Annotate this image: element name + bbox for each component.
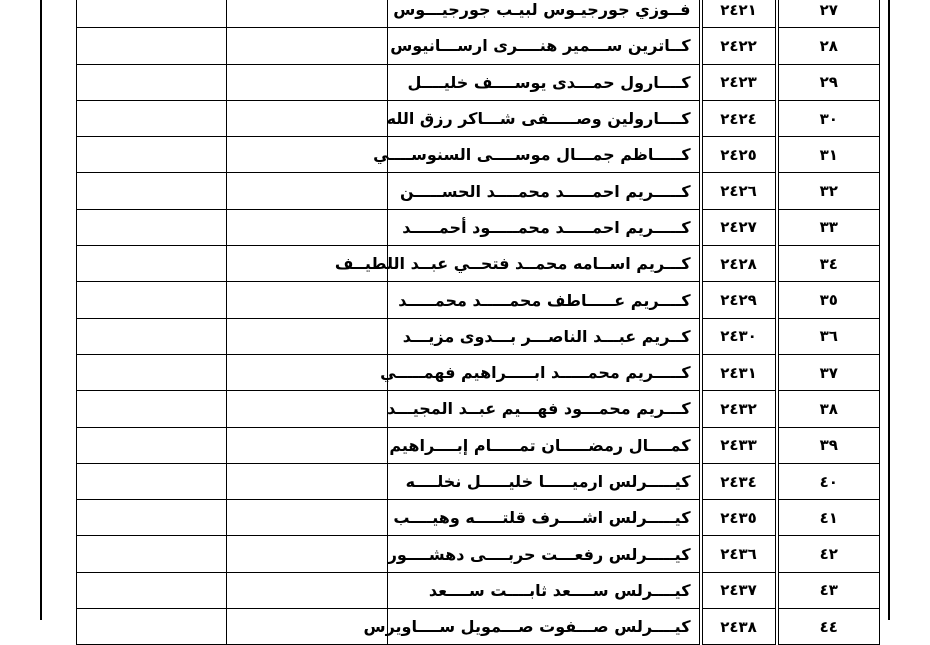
name-cell: كيـــــرلس اشــــرف قلتـــــه وهيــــب — [388, 500, 701, 536]
blank-cell — [227, 318, 388, 354]
number-cell: ٣٨ — [777, 391, 880, 427]
table-row — [77, 28, 880, 64]
blank-cell — [227, 500, 388, 536]
blank-cell — [227, 137, 388, 173]
name-cell: كمــــال رمضـــــان تمـــــام إبــــراهيم — [388, 427, 701, 463]
name-cell: كـــــاظم جمـــال موســــى السنوســــي — [388, 137, 701, 173]
roster-body — [77, 0, 880, 645]
blank-cell — [77, 354, 227, 390]
table-row — [77, 500, 880, 536]
blank-cell — [77, 427, 227, 463]
table-row — [77, 463, 880, 499]
blank-cell — [77, 391, 227, 427]
blank-cell — [77, 137, 227, 173]
code-cell: ٢٤٣١ — [701, 354, 777, 390]
number-cell: ٣٢ — [777, 173, 880, 209]
code-cell: ٢٤٣٠ — [701, 318, 777, 354]
blank-cell — [227, 209, 388, 245]
code-cell: ٢٤٣٨ — [701, 609, 777, 645]
name-cell: كــــريم عـــــاطف محمـــــد محمـــــد — [388, 282, 701, 318]
table-row — [77, 0, 880, 28]
code-cell: ٢٤٢٣ — [701, 64, 777, 100]
name-cell: كيـــــرلس ارميـــــا خليـــــل نخلــــه — [388, 463, 701, 499]
blank-cell — [227, 173, 388, 209]
student-roster-table — [76, 0, 880, 645]
number-cell: ٤٤ — [777, 609, 880, 645]
name-cell: كـــريم محمـــود فهـــيم عبــد المجيـــد — [388, 391, 701, 427]
table-row — [77, 282, 880, 318]
number-cell: ٢٧ — [777, 0, 880, 28]
number-cell: ٤٢ — [777, 536, 880, 572]
number-cell: ٣٤ — [777, 246, 880, 282]
blank-cell — [77, 209, 227, 245]
blank-cell — [77, 173, 227, 209]
number-cell: ٣٥ — [777, 282, 880, 318]
table-row — [77, 391, 880, 427]
name-cell: كـــــريم احمـــــد محمــــد الحســـــن — [388, 173, 701, 209]
blank-cell — [227, 354, 388, 390]
number-cell: ٢٩ — [777, 64, 880, 100]
blank-cell — [227, 427, 388, 463]
name-cell: كــــارولين وصـــــفى شـــاكر رزق الله — [388, 100, 701, 136]
code-cell: ٢٤٢٦ — [701, 173, 777, 209]
code-cell: ٢٤٣٦ — [701, 536, 777, 572]
name-cell: فــوزي جورجيـوس لبيـب جورجيـــوس — [388, 0, 701, 28]
table-row — [77, 318, 880, 354]
name-cell: كيـــــرلس رفعـــت حربــــى دهشــــور — [388, 536, 701, 572]
code-cell: ٢٤٢١ — [701, 0, 777, 28]
blank-cell — [227, 64, 388, 100]
table-row — [77, 137, 880, 173]
blank-cell — [77, 536, 227, 572]
table-row — [77, 100, 880, 136]
number-cell: ٤١ — [777, 500, 880, 536]
code-cell: ٢٤٢٥ — [701, 137, 777, 173]
blank-cell — [227, 536, 388, 572]
number-cell: ٣٩ — [777, 427, 880, 463]
name-cell: كيــــرلس صـــفوت صـــمويل ســــاويرس — [388, 609, 701, 645]
blank-cell — [77, 572, 227, 608]
blank-cell — [227, 391, 388, 427]
blank-cell — [227, 28, 388, 64]
name-cell: كــريم عبـــد الناصـــر بـــدوى مزيـــد — [388, 318, 701, 354]
code-cell: ٢٤٣٣ — [701, 427, 777, 463]
blank-cell — [77, 463, 227, 499]
code-cell: ٢٤٢٤ — [701, 100, 777, 136]
blank-cell — [77, 100, 227, 136]
table-row — [77, 173, 880, 209]
blank-cell — [227, 282, 388, 318]
code-cell: ٢٤٢٧ — [701, 209, 777, 245]
number-cell: ٣٣ — [777, 209, 880, 245]
table-row — [77, 64, 880, 100]
code-cell: ٢٤٣٧ — [701, 572, 777, 608]
name-cell: كـــريم اســامه محمــد فتحــي عبــد اللطيــف — [388, 246, 701, 282]
blank-cell — [77, 28, 227, 64]
table-row — [77, 209, 880, 245]
table-row — [77, 572, 880, 608]
name-cell: كــاترين ســـمير هنــــرى ارســـانيوس — [388, 28, 701, 64]
code-cell: ٢٤٢٨ — [701, 246, 777, 282]
blank-cell — [77, 0, 227, 28]
blank-cell — [227, 463, 388, 499]
blank-cell — [77, 609, 227, 645]
number-cell: ٤٣ — [777, 572, 880, 608]
name-cell: كـــــريم احمـــــد محمـــــود أحمـــــد — [388, 209, 701, 245]
code-cell: ٢٤٢٢ — [701, 28, 777, 64]
number-cell: ٣٦ — [777, 318, 880, 354]
number-cell: ٤٠ — [777, 463, 880, 499]
number-cell: ٣٠ — [777, 100, 880, 136]
blank-cell — [77, 246, 227, 282]
blank-cell — [77, 500, 227, 536]
blank-cell — [227, 100, 388, 136]
blank-cell — [77, 64, 227, 100]
number-cell: ٣٧ — [777, 354, 880, 390]
code-cell: ٢٤٢٩ — [701, 282, 777, 318]
code-cell: ٢٤٣٥ — [701, 500, 777, 536]
table-row — [77, 427, 880, 463]
name-cell: كـــــريم محمـــــد ابـــــراهيم فهمـــــي — [388, 354, 701, 390]
table-row — [77, 246, 880, 282]
blank-cell — [227, 0, 388, 28]
table-row — [77, 536, 880, 572]
name-cell: كيــــرلس ســــعد ثابــــت ســــعد — [388, 572, 701, 608]
code-cell: ٢٤٣٤ — [701, 463, 777, 499]
number-cell: ٢٨ — [777, 28, 880, 64]
table-row — [77, 354, 880, 390]
blank-cell — [77, 318, 227, 354]
blank-cell — [77, 282, 227, 318]
table-row — [77, 609, 880, 645]
number-cell: ٣١ — [777, 137, 880, 173]
name-cell: كــــارول حمـــدى يوســــف خليــــل — [388, 64, 701, 100]
code-cell: ٢٤٣٢ — [701, 391, 777, 427]
blank-cell — [227, 572, 388, 608]
